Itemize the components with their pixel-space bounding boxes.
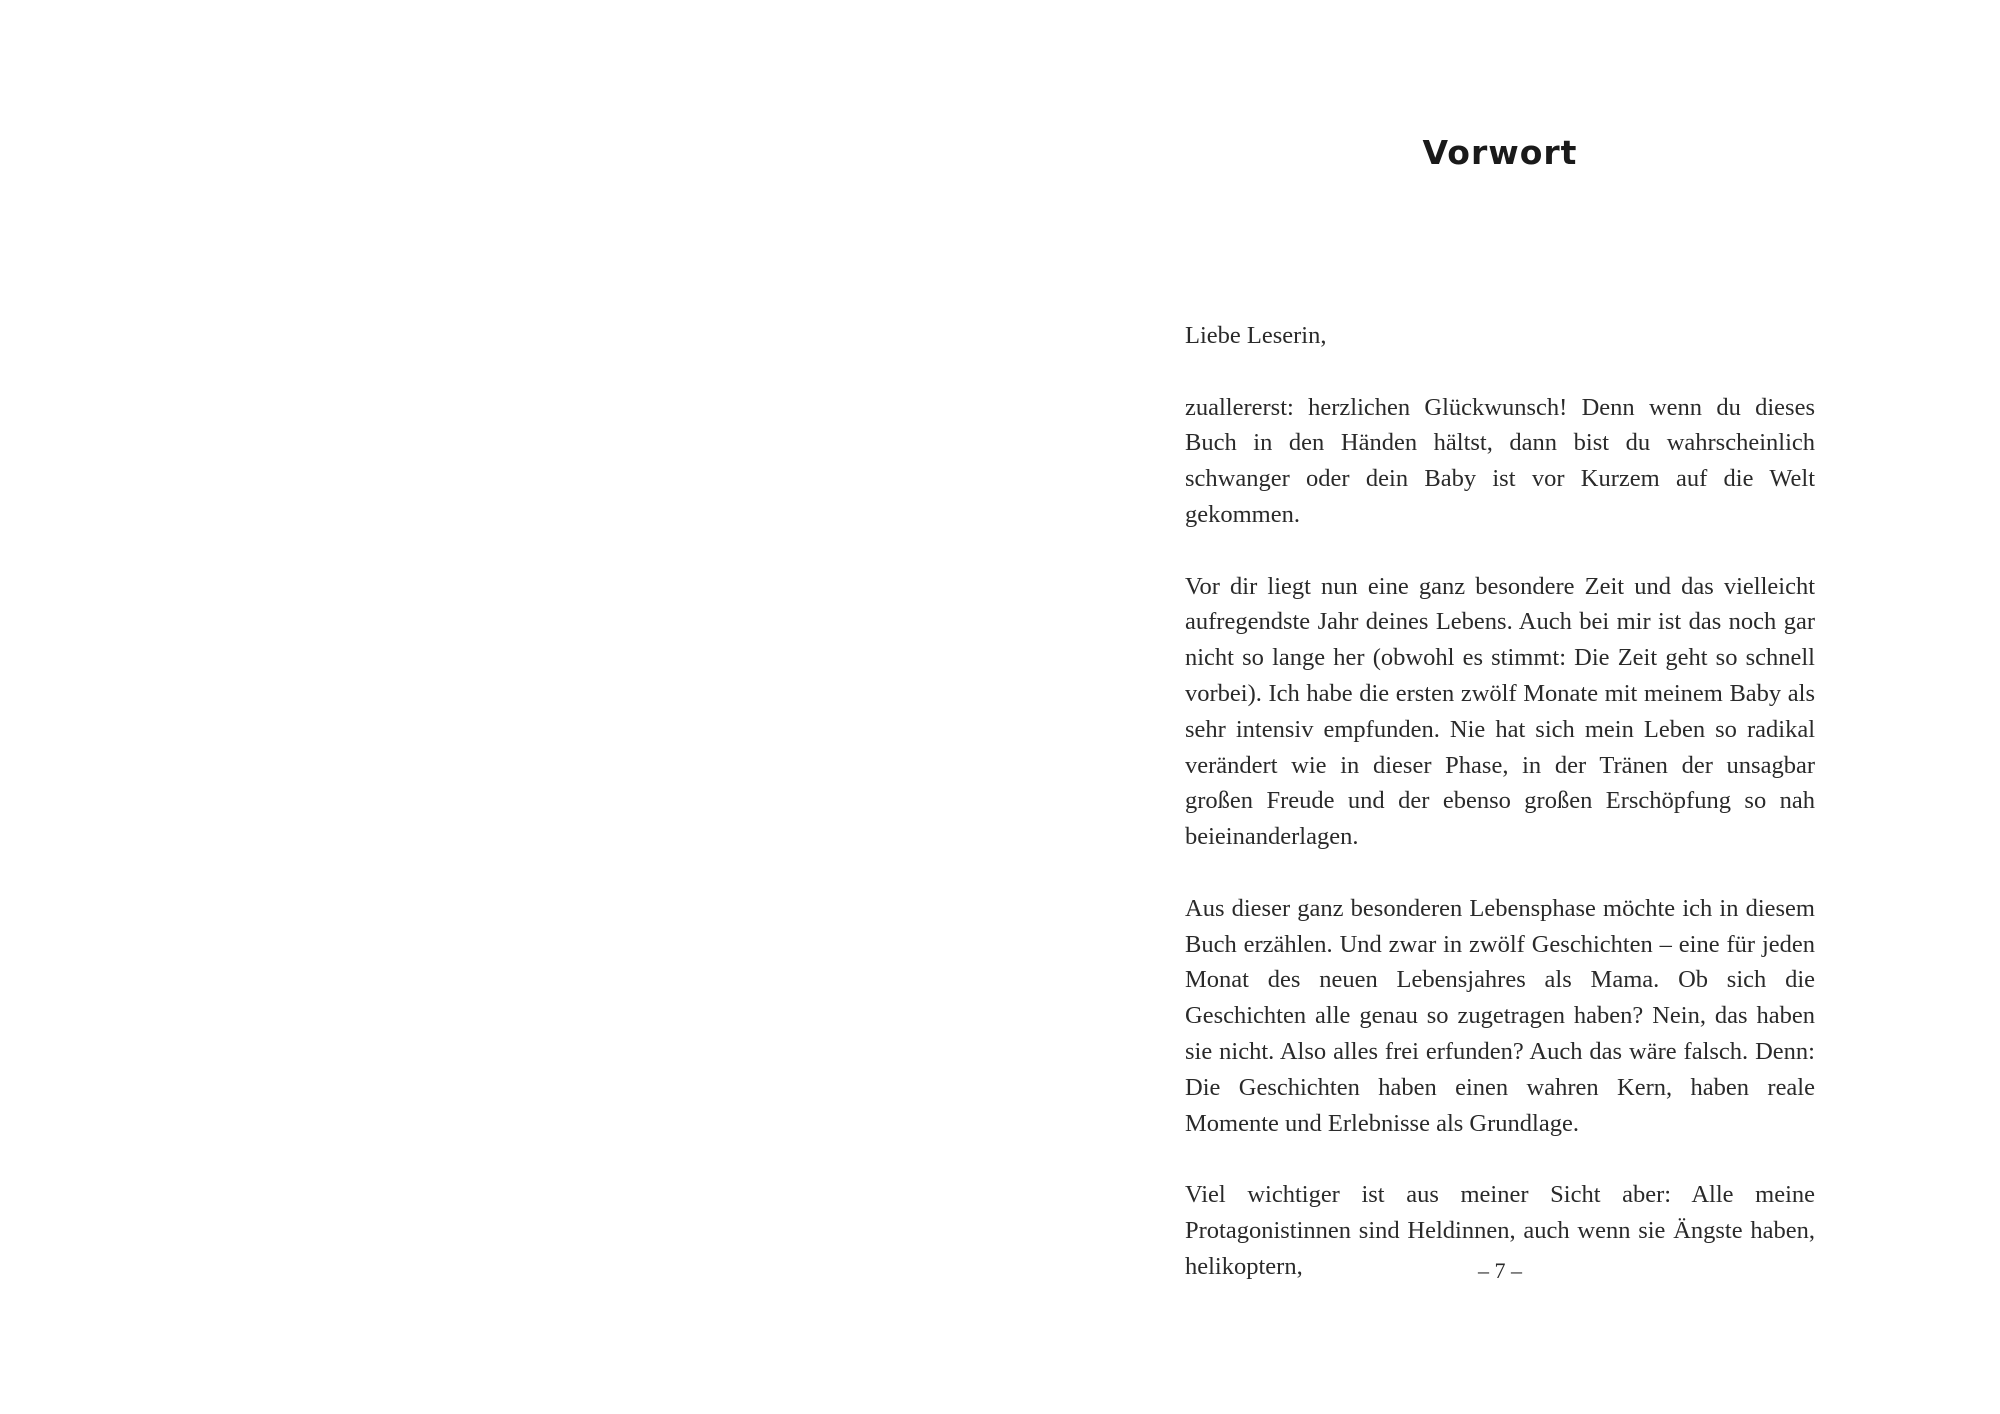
paragraph-3: Aus dieser ganz besonderen Lebensphase möchte ich in diesem Buch erzählen. Und zwar in zwölf Geschichten – eine für jeden Monat des neuen Lebensjahres als Mama. Ob sich die Geschichten alle genau so zugetragen haben? Nein, das haben sie nicht. Also alles frei erfunden? Auch das wäre falsch. Denn: Die Geschichten haben einen wahren Kern, haben reale Momente und Erlebnisse als Grundlage.	[1185, 894, 1815, 1137]
paragraph-4: Viel wichtiger ist aus meiner Sicht aber: Alle meine Protagonistinnen sind Heldinnen, auch wenn sie Ängste haben, helikoptern,	[1185, 1181, 1815, 1280]
paragraph-1: zuallererst: herzlichen Glückwunsch! Denn wenn du dieses Buch in den Händen hältst, dann bist du wahrscheinlich schwanger oder dein Baby ist vor Kurzem auf die Welt gekommen.	[1185, 393, 1815, 528]
body-text	[1185, 318, 1815, 1320]
salutation: Liebe Leserin,	[1185, 322, 1327, 349]
chapter-title: Vorwort	[1422, 133, 1578, 172]
paragraph-2: Vor dir liegt nun eine ganz besondere Zeit und das vielleicht aufregendste Jahr deines Lebens. Auch bei mir ist das noch gar nicht so lange her (obwohl es stimmt: Die Zeit geht so schnell vorbei). Ich habe die ersten zwölf Monate mit meinem Baby als sehr intensiv empfunden. Nie hat sich mein Leben so radikal verändert wie in dieser Phase, in der Tränen der unsagbar großen Freude und der ebenso großen Erschöpfung so nah beieinanderlagen.	[1185, 572, 1815, 851]
page-number: – 7 –	[1478, 1258, 1522, 1283]
